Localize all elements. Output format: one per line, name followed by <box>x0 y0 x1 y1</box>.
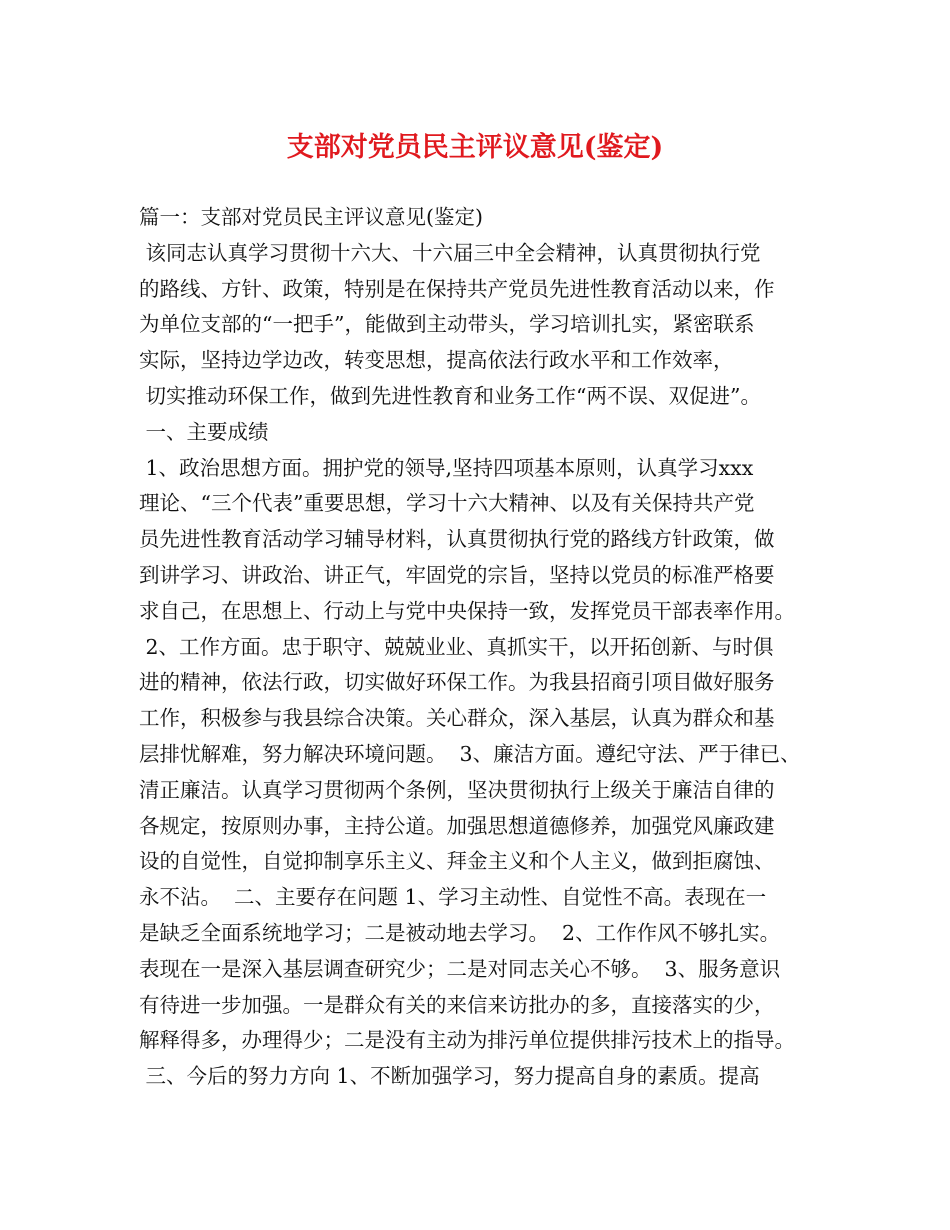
text-line: 设的自觉性，自觉抑制享乐主义、拜金主义和个人主义，做到拒腐蚀、 <box>139 849 775 874</box>
text-line: 各规定，按原则办事，主持公道。加强思想道德修养，加强党风廉政建 <box>139 813 775 838</box>
text-line: 清正廉洁。认真学习贯彻两个条例，坚决贯彻执行上级关于廉洁自律的 <box>139 777 775 802</box>
text-line: 员先进性教育活动学习辅导材料，认真贯彻执行党的路线方针政策，做 <box>139 527 775 552</box>
text-line: 层排忧解难，努力解决环境问题。 3、廉洁方面。遵纪守法、严于律已、 <box>139 741 801 766</box>
text-line: 是缺乏全面系统地学习；二是被动地去学习。 2、工作作风不够扎实。 <box>139 920 781 945</box>
text-line: 2、工作方面。忠于职守、兢兢业业、真抓实干，以开拓创新、与时俱 <box>139 634 774 659</box>
text-line: 理论、“三个代表”重要思想，学习十六大精神、以及有关保持共产党 <box>139 491 755 516</box>
text-line: 进的精神，依法行政，切实做好环保工作。为我县招商引项目做好服务 <box>139 670 775 695</box>
text-line: 切实推动环保工作，做到先进性教育和业务工作“两不误、双促进”。 <box>139 383 761 408</box>
text-line: 篇一：支部对党员民主评议意见(鉴定) <box>139 205 483 229</box>
text-line: 求自己，在思想上、行动上与党中央保持一致，发挥党员干部表率作用。 <box>139 598 795 623</box>
text-line: 的路线、方针、政策，特别是在保持共产党员先进性教育活动以来，作 <box>139 276 775 301</box>
text-line: 到讲学习、讲政治、讲正气，牢固党的宗旨，坚持以党员的标准严格要 <box>139 562 775 587</box>
text-line: 该同志认真学习贯彻十六大、十六届三中全会精神，认真贯彻执行党 <box>139 240 761 265</box>
text-line: 三、今后的努力方向 1、不断加强学习，努力提高自身的素质。提高 <box>139 1064 760 1089</box>
text-line: 永不沾。 二、主要存在问题 1、学习主动性、自觉性不高。表现在一 <box>139 885 767 910</box>
text-line: 工作，积极参与我县综合决策。关心群众，深入基层，认真为群众和基 <box>139 706 775 731</box>
text-line: 表现在一是深入基层调查研究少；二是对同志关心不够。 3、服务意识 <box>139 956 781 981</box>
text-line: 为单位支部的“一把手”，能做到主动带头，学习培训扎实，紧密联系 <box>139 312 755 337</box>
document-title: 支部对党员民主评议意见(鉴定) <box>286 132 664 163</box>
section-heading: 一、主要成绩 <box>139 419 269 444</box>
text-line: 实际，坚持边学边改，转变思想，提高依法行政水平和工作效率， <box>139 348 734 373</box>
text-line: 解释得多，办理得少；二是没有主动为排污单位提供排污技术上的指导。 <box>139 1028 795 1053</box>
text-line: 1、政治思想方面。拥护党的领导,坚持四项基本原则，认真学习xxx <box>139 455 754 480</box>
text-line: 有待进一步加强。一是群众有关的来信来访批办的多，直接落实的少， <box>139 992 775 1017</box>
document-body <box>139 200 829 1095</box>
